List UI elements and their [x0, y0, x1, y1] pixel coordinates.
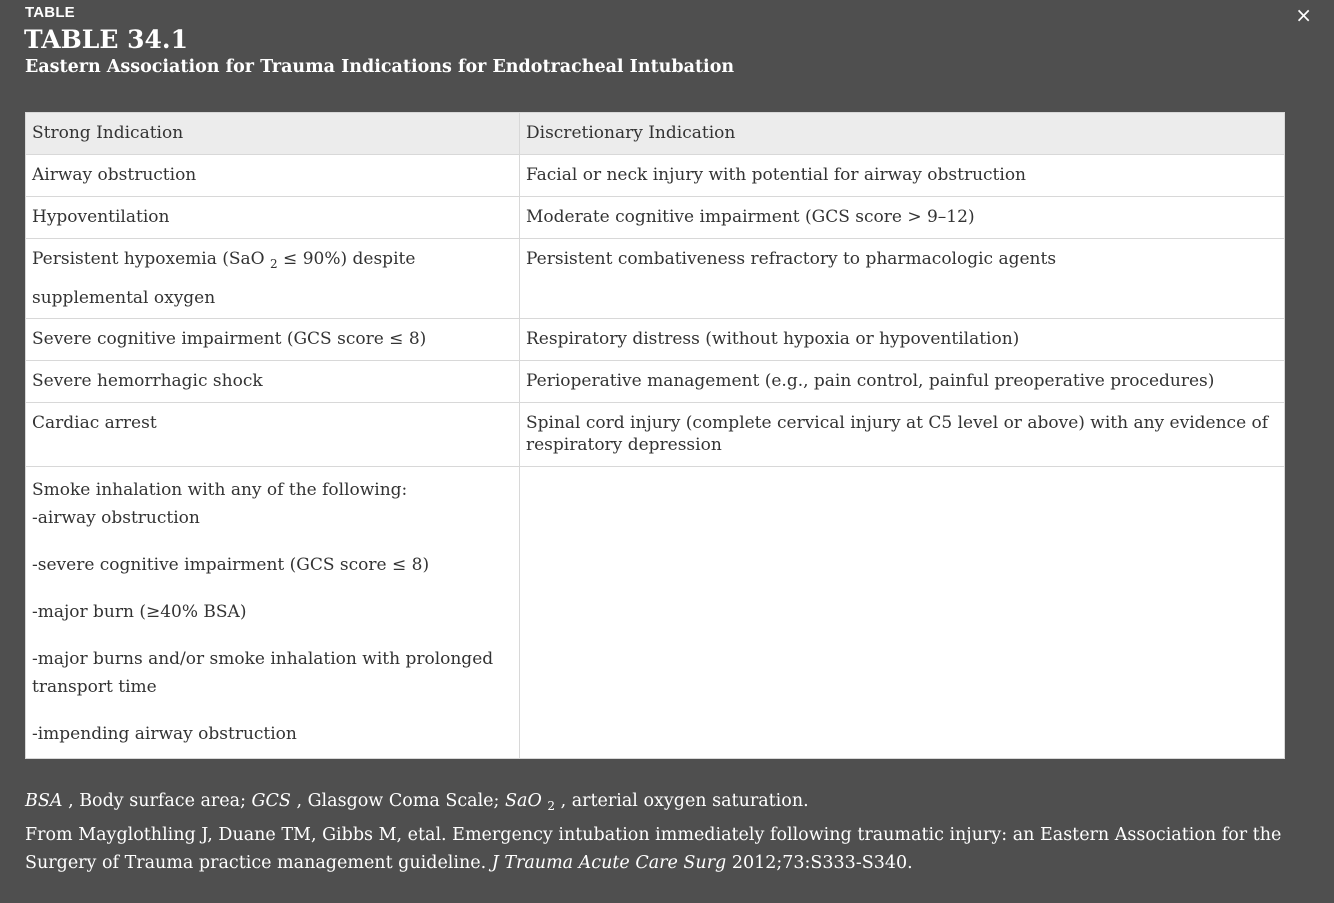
smoke-item: -major burns and/or smoke inhalation with prolonged transport time	[32, 649, 494, 697]
gcs-definition: , Glasgow Coma Scale;	[290, 791, 506, 811]
discretionary-cell: Perioperative management (e.g., pain control, painful preoperative procedures)	[520, 361, 1285, 403]
table-header-row	[26, 113, 1285, 155]
strong-cell: Severe hemorrhagic shock	[26, 361, 520, 403]
table-title: TABLE 34.1	[24, 25, 188, 54]
source-citation: 2012;73:S333-S340.	[726, 853, 913, 873]
modal-kicker: TABLE	[25, 4, 75, 21]
sao-abbr: SaO	[505, 791, 542, 811]
table-source	[25, 821, 1315, 877]
discretionary-cell: Spinal cord injury (complete cervical injury at C5 level or above) with any evidence of respiratory depression	[520, 403, 1285, 467]
table-row	[26, 403, 1285, 467]
table-row	[26, 239, 1285, 319]
bsa-definition: , Body surface area;	[62, 791, 252, 811]
strong-cell-smoke	[26, 467, 520, 759]
header-strong-indication: Strong Indication	[26, 113, 520, 155]
strong-cell: Hypoventilation	[26, 197, 520, 239]
table-row	[26, 361, 1285, 403]
smoke-heading: Smoke inhalation with any of the following:	[32, 480, 408, 500]
source-text: From Mayglothling J, Duane TM, Gibbs M, etal. Emergency intubation immediately following traumatic injury: an Eastern Association for the Surgery of Trauma practice management guideline.	[25, 825, 1282, 873]
hypoxemia-text-end: ≤ 90%) despite supplemental oxygen	[32, 249, 416, 308]
header-discretionary-indication: Discretionary Indication	[520, 113, 1285, 155]
indications-table	[25, 112, 1285, 759]
discretionary-cell: Facial or neck injury with potential for airway obstruction	[520, 155, 1285, 197]
table-row	[26, 319, 1285, 361]
strong-cell: Severe cognitive impairment (GCS score ≤ 8)	[26, 319, 520, 361]
table-subtitle: Eastern Association for Trauma Indications for Endotracheal Intubation	[25, 57, 735, 77]
sao-definition: , arterial oxygen saturation.	[555, 791, 809, 811]
discretionary-cell: Persistent combativeness refractory to pharmacologic agents	[520, 239, 1285, 319]
table-footnote	[25, 789, 1305, 818]
discretionary-cell-empty	[520, 467, 1285, 759]
close-icon[interactable]: ×	[1295, 3, 1312, 27]
discretionary-cell: Respiratory distress (without hypoxia or hypoventilation)	[520, 319, 1285, 361]
table-row-smoke	[26, 467, 1285, 759]
sao-subscript: 2	[547, 799, 556, 813]
gcs-abbr: GCS	[251, 791, 291, 811]
smoke-item: -severe cognitive impairment (GCS score ≤ 8)	[32, 555, 430, 575]
smoke-item: -impending airway obstruction	[32, 724, 297, 744]
strong-cell: Airway obstruction	[26, 155, 520, 197]
strong-cell	[26, 239, 520, 319]
smoke-item: -airway obstruction	[32, 508, 200, 528]
smoke-item: -major burn (≥40% BSA)	[32, 602, 247, 622]
sao2-subscript: 2	[270, 257, 278, 271]
source-journal: J Trauma Acute Care Surg	[491, 853, 727, 873]
strong-cell: Cardiac arrest	[26, 403, 520, 467]
table-row	[26, 197, 1285, 239]
hypoxemia-text-start: Persistent hypoxemia (SaO	[32, 249, 265, 269]
discretionary-cell: Moderate cognitive impairment (GCS score > 9–12)	[520, 197, 1285, 239]
bsa-abbr: BSA	[25, 791, 63, 811]
table-row	[26, 155, 1285, 197]
